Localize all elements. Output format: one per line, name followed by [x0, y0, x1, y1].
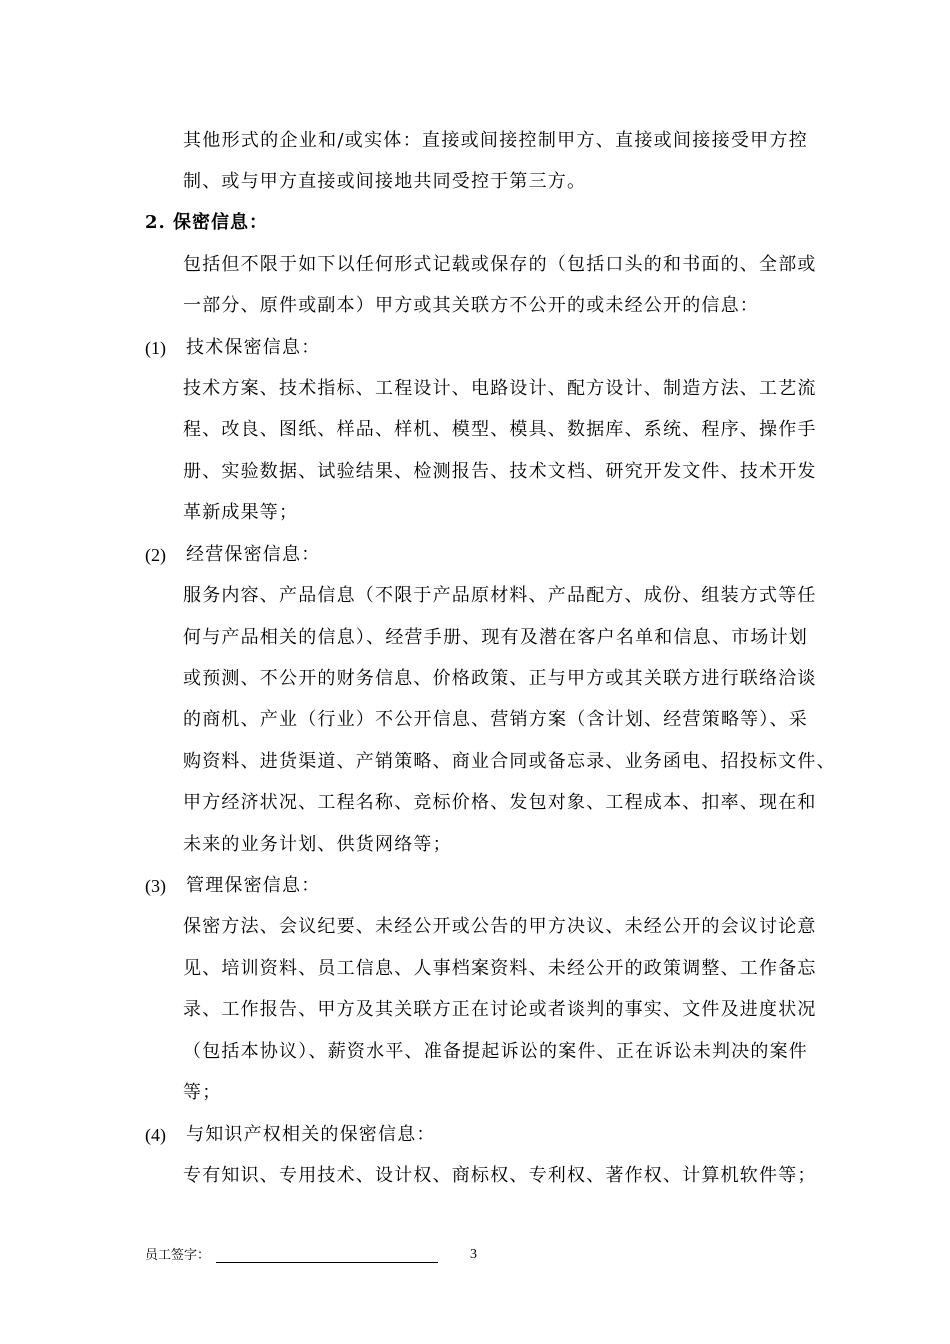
item-title: 经营保密信息：	[186, 544, 321, 565]
paragraph-line: 程、改良、图纸、样品、样机、模型、模具、数据库、系统、程序、操作手	[183, 419, 817, 440]
item-number: (4)	[145, 1125, 166, 1145]
paragraph-line: 包括但不限于如下以任何形式记载或保存的（包括口头的和书面的、全部或	[183, 254, 817, 275]
item-number: (1)	[145, 338, 166, 358]
paragraph-line: 的商机、产业（行业）不公开信息、营销方案（含计划、经营策略等）、采	[183, 709, 808, 730]
paragraph-line: 专有知识、专用技术、设计权、商标权、专利权、著作权、计算机软件等；	[183, 1165, 817, 1186]
paragraph-line: 册、实验数据、试验结果、检测报告、技术文档、研究开发文件、技术开发	[183, 461, 817, 482]
page-number: 3	[470, 1247, 477, 1262]
item-title: 与知识产权相关的保密信息：	[186, 1124, 436, 1145]
paragraph-line: 或预测、不公开的财务信息、价格政策、正与甲方或其关联方进行联络洽谈	[183, 668, 817, 689]
section-heading: 2. 保密信息：	[145, 212, 269, 233]
signature-label: 员工签字：	[145, 1248, 211, 1263]
paragraph-line: 等；	[183, 1082, 222, 1103]
item-number: (2)	[145, 545, 166, 565]
paragraph-line: 甲方经济状况、工程名称、竞标价格、发包对象、工程成本、扣率、现在和	[183, 792, 817, 813]
paragraph-line: 其他形式的企业和/或实体：直接或间接控制甲方、直接或间接接受甲方控	[183, 130, 808, 151]
paragraph-line: 技术方案、技术指标、工程设计、电路设计、配方设计、制造方法、工艺流	[183, 378, 817, 399]
paragraph-line: 服务内容、产品信息（不限于产品原材料、产品配方、成份、组装方式等任	[183, 585, 817, 606]
paragraph-line: （包括本协议）、薪资水平、准备提起诉讼的案件、正在诉讼未判决的案件	[183, 1041, 808, 1062]
paragraph-line: 未来的业务计划、供货网络等；	[183, 834, 452, 855]
paragraph-line: 一部分、原件或副本）甲方或其关联方不公开的或未经公开的信息：	[183, 295, 759, 316]
paragraph-line: 录、工作报告、甲方及其关联方正在讨论或者谈判的事实、文件及进度状况	[183, 999, 817, 1020]
signature-line	[216, 1262, 438, 1263]
paragraph-line: 革新成果等；	[183, 502, 299, 523]
paragraph-line: 见、培训资料、员工信息、人事档案资料、未经公开的政策调整、工作备忘	[183, 958, 817, 979]
paragraph-line: 制、或与甲方直接或间接地共同受控于第三方。	[183, 171, 587, 192]
item-title: 技术保密信息：	[186, 337, 321, 358]
item-title: 管理保密信息：	[186, 875, 321, 896]
paragraph-line: 保密方法、会议纪要、未经公开或公告的甲方决议、未经公开的会议讨论意	[183, 916, 817, 937]
paragraph-line: 购资料、进货渠道、产销策略、商业合同或备忘录、业务函电、招投标文件、	[183, 751, 836, 772]
item-number: (3)	[145, 876, 166, 896]
paragraph-line: 何与产品相关的信息）、经营手册、现有及潜在客户名单和信息、市场计划	[183, 627, 808, 648]
